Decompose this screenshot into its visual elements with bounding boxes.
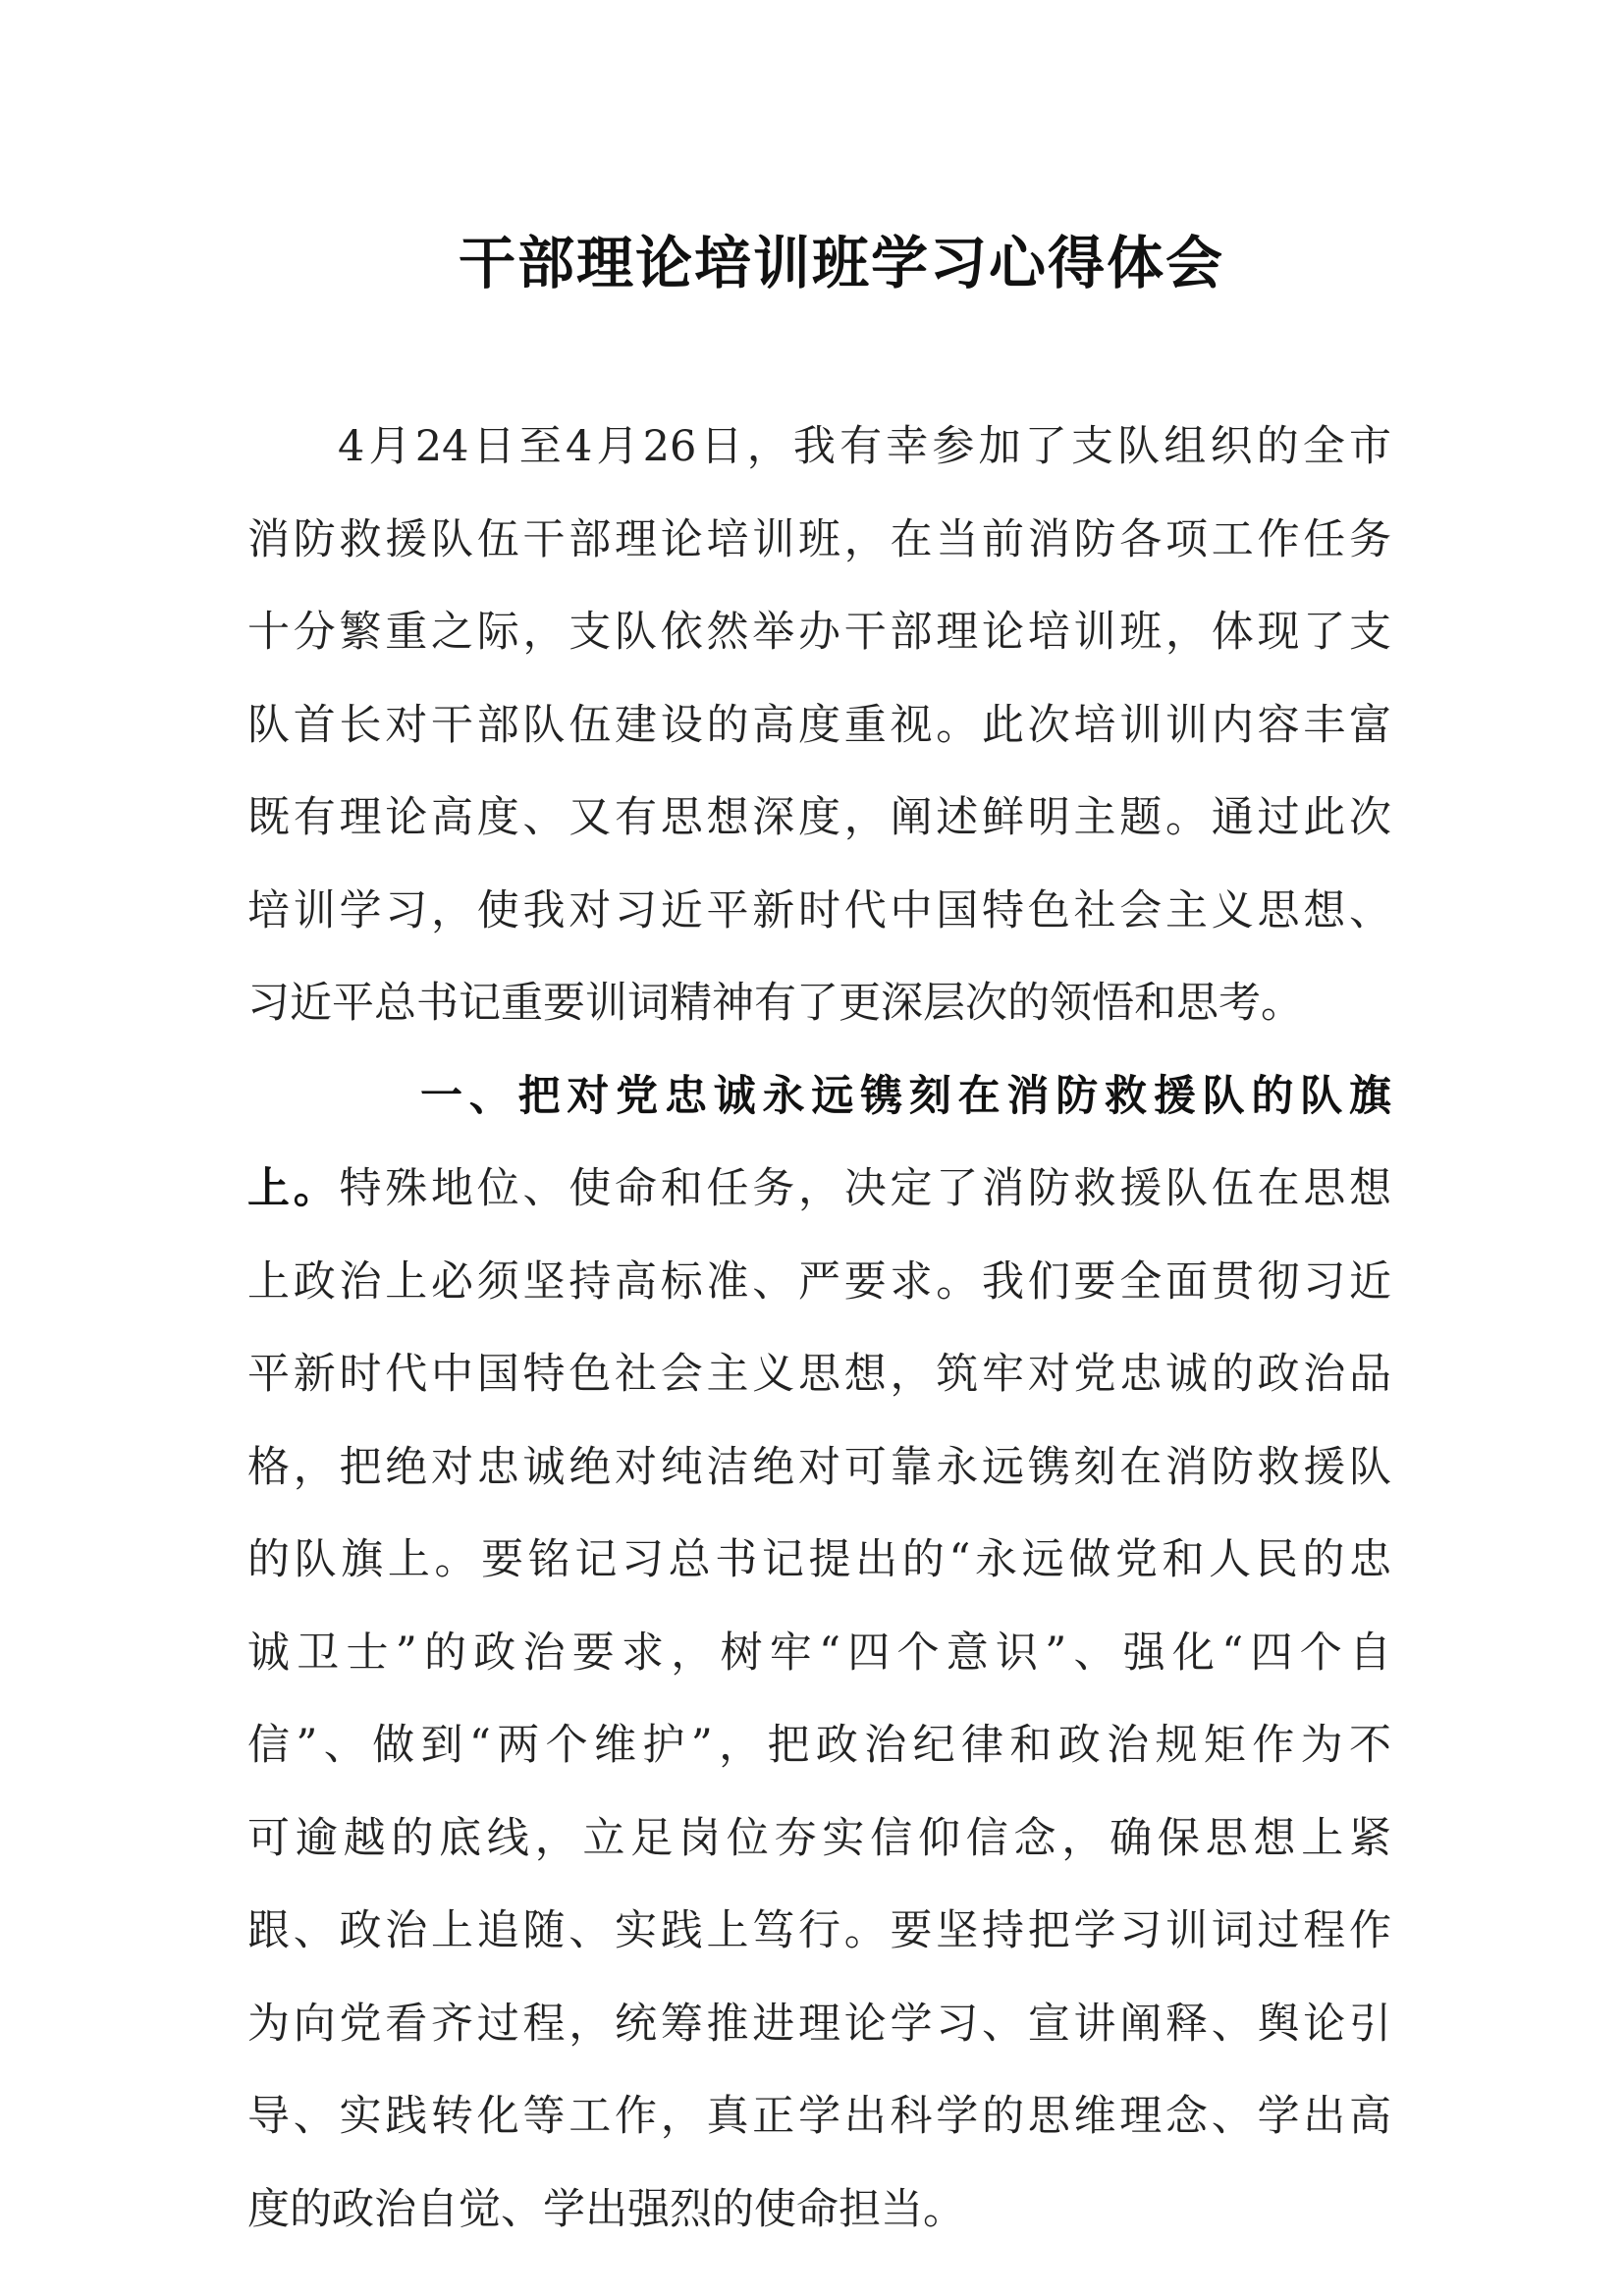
paragraph-line: 既有理论高度、又有思想深度，阐述鲜明主题。通过此次: [247, 793, 1391, 842]
paragraph-text: 特殊地位、使命和任务，决定了消防救援队伍在思想: [339, 1164, 1391, 1213]
paragraph-intro: [247, 400, 1391, 1050]
paragraph-line: 消防救援队伍干部理论培训班，在当前消防各项工作任务: [247, 514, 1391, 564]
paragraph-line: 可逾越的底线，立足岗位夯实信仰信念，确保思想上紧: [247, 1813, 1391, 1863]
section-heading: 一、把对党忠诚永远镌刻在消防救援队的队旗: [420, 1071, 1391, 1121]
paragraph-line: 习近平总书记重要训词精神有了更深层次的领悟和思考。: [247, 979, 1303, 1028]
paragraph-line: 信”、做到“两个维护”，把政治纪律和政治规矩作为不: [247, 1721, 1391, 1770]
paragraph-line: 跟、政治上追随、实践上笃行。要坚持把学习训词过程作: [247, 1906, 1391, 1955]
paragraph-line: 为向党看齐过程，统筹推进理论学习、宣讲阐释、舆论引: [247, 1999, 1391, 2049]
paragraph-line: 十分繁重之际，支队依然举办干部理论培训班，体现了支: [247, 608, 1391, 657]
paragraph-line: 诚卫士”的政治要求，树牢“四个意识”、强化“四个自: [247, 1628, 1391, 1678]
paragraph-line: 格，把绝对忠诚绝对纯洁绝对可靠永远镌刻在消防救援队: [247, 1442, 1391, 1492]
section-1: [247, 1050, 1391, 2257]
section-heading-tail: 上。: [247, 1164, 340, 1213]
paragraph-line: 队首长对干部队伍建设的高度重视。此次培训训内容丰富: [247, 700, 1391, 750]
paragraph-line: 平新时代中国特色社会主义思想，筑牢对党忠诚的政治品: [247, 1350, 1391, 1399]
paragraph-line: 的队旗上。要铭记习总书记提出的“永远做党和人民的忠: [247, 1535, 1391, 1584]
paragraph-line: 度的政治自觉、学出强烈的使命担当。: [247, 2184, 965, 2234]
paragraph-line: [247, 1143, 1391, 1236]
paragraph-line: 导、实践转化等工作，真正学出科学的思维理念、学出高: [247, 2092, 1391, 2141]
paragraph-line: 培训学习，使我对习近平新时代中国特色社会主义思想、: [247, 885, 1391, 935]
document-body: [247, 400, 1391, 2256]
document-title: 干部理论培训班学习心得体会: [458, 230, 1224, 296]
paragraph-line: 4月24日至4月26日，我有幸参加了支队组织的全市: [338, 422, 1391, 471]
paragraph-line: 上政治上必须坚持高标准、严要求。我们要全面贯彻习近: [247, 1256, 1391, 1307]
